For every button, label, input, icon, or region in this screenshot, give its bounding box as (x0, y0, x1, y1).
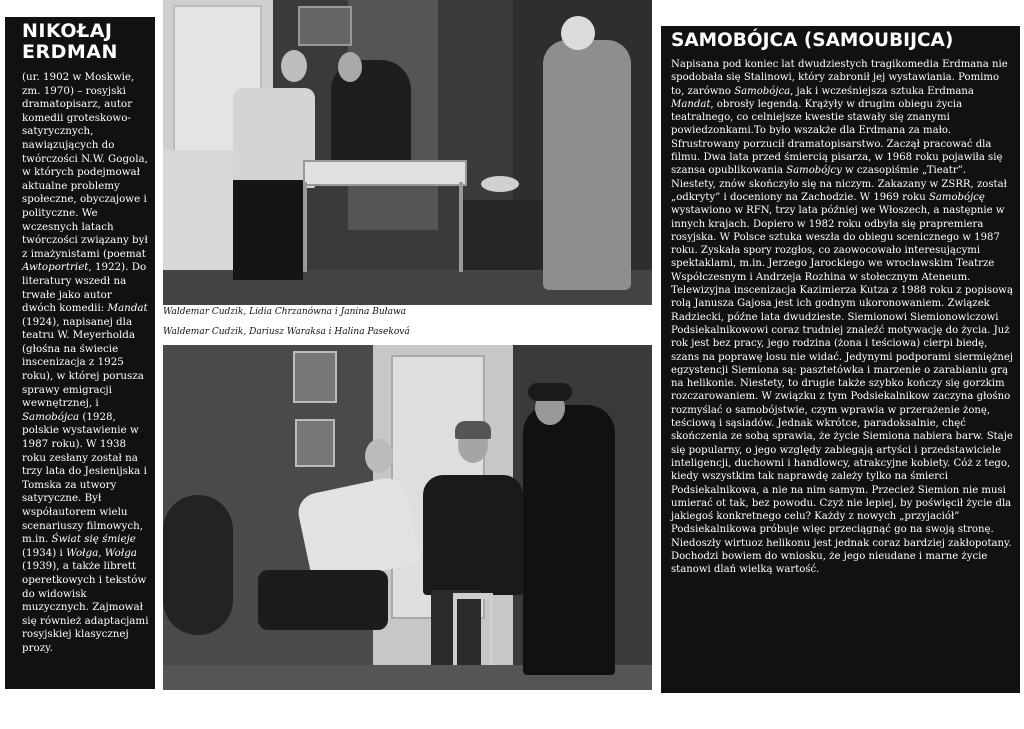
stage-photo-top (163, 0, 652, 305)
author-bio-text: (ur. 1902 w Moskwie, zm. 1970) – rosyjski dramatopisarz, autor komedii groteskowo-satyrycznych, nawiązujących do twórczości N.W. Gogola, w których podejmował aktualne problemy społeczne, obyczajowe i polityczne. We wczesnych latach twórczości związany był z imażynistami (poemat Awtoportriet, 1922). Do literatury wszedł na trwałe jako autor dwóch komedii: Mandat (1924), napisanej dla teatru W. Meyerholda (głośna na świecie inscenizacja z 1925 roku), w której porusza sprawy emigracji wewnętrznej, i Samobójca (1928, polskie wystawienie w 1987 roku). W 1938 roku zesłany został na trzy lata do Jesienijska i Tomska za utwory satyryczne. Był współautorem wielu scenariuszy filmowych, m.in. Świat się śmieje (1934) i Wołga, Wołga (1939), a także librett operetkowych i tekstów do widowisk muzycznych. Zajmował się również adaptacjami rosyjskiej klasycznej prozy. (22, 71, 149, 654)
play-description-text: Napisana pod koniec lat dwudziestych tragikomedia Erdmana nie spodobała się Stalinowi, który zabronił jej wystawiania. Pomimo to, zarówno Samobójca, jak i wcześniejsza sztuka Erdmana Mandat, obrosły legendą. Krążyły w drugim obiegu życia teatralnego, co celniejsze kwestie stawały się znanymi powiedzonkami.To było wszakże dla Erdmana za mało. Sfrustrowany porzucił dramatopisarstwo. Zaczął pracować dla filmu. Dwa lata przed śmiercią pisarza, w 1968 roku pojawiła się szansa opublikowania Samobójcy w czasopiśmie „Tieatr”. Niestety, znów skończyło się na niczym. Zakazany w ZSRR, został „odkryty” i doceniony na Zachodzie. W 1969 roku Samobójcę wystawiono w RFN, trzy lata później we Włoszech, a następnie w innych krajach. Dopiero w 1982 roku odbyła się prapremiera rosyjska. W Polsce sztuka weszła do obiegu scenicznego w 1987 roku. Zyskała spory rozgłos, co zaowocowało interesującymi spektaklami, m.in. Jerzego Jarockiego we wrocławskim Teatrze Współczesnym i Andrzeja Rozhina w stołecznym Ateneum. Telewizyjna inscenizacja Kazimierza Kutza z 1988 roku z popisową rolą Janusza Gajosa jest ich godnym ukoronowaniem. Związek Radziecki, późne lata dwudzieste. Siemionowi Siemionowiczowi Podsiekalnikowowi coraz trudniej znaleźć motywację do życia. Już rok jest bez pracy, jego rodzina (żona i teściowa) cierpi biedę, szans na poprawę losu nie widać. Jedynymi podporami siermiężnej egzystencji Siemiona są: pasztetówka i marzenie o zarabianiu grą na helikonie. Niestety, to drugie także szybko kończy się gorzkim rozczarowaniem. W związku z tym Podsiekalnikow zaczyna głośno rozmyślać o samobójstwie, czym wprawia w przerażenie żonę, teściową i sąsiadów. Jednak wkrótce, paradoksalnie, chęć skończenia ze sobą sprawia, że życie Siemiona nabiera barw. Staje się popularny, o jego względy zabiegają artyści i przedstawiciele inteligencji, duchowni i handlowcy, atrakcyjne kobiety. Cóż z tego, kiedy wszystkim tak naprawdę zależy tylko na śmierci Podsiekalnikowa, a nie na nim samym. Przecież Siemion nie musi umierać ot tak, bez powodu. Czyż nie lepiej, by poświęcił życie dla jakiegoś konkretnego celu? Każdy z nowych „przyjaciół” Podsiekalnikowa próbuje więc przeciągnąć go na swoją stronę. Niedoszły wirtuoz helikonu jest jednak coraz bardziej zakłopotany. Dochodzi bowiem do wniosku, że jego nieudane i marne życie stanowi dlań wielką wartość. (671, 59, 1014, 576)
author-bio-sidebar (5, 17, 155, 689)
photo-caption-bottom: Waldemar Cudzik, Dariusz Waraksa i Halina Paseková (163, 327, 410, 337)
play-description-panel (661, 26, 1020, 693)
author-name-heading: NIKOŁAJ ERDMAN (22, 20, 118, 63)
photo-caption-top: Waldemar Cudzik, Lidia Chrzanówna i Janina Buława (163, 307, 407, 317)
play-title-heading: SAMOBÓJCA (SAMOUBIJCA) (671, 30, 954, 51)
stage-photo-bottom (163, 345, 652, 690)
